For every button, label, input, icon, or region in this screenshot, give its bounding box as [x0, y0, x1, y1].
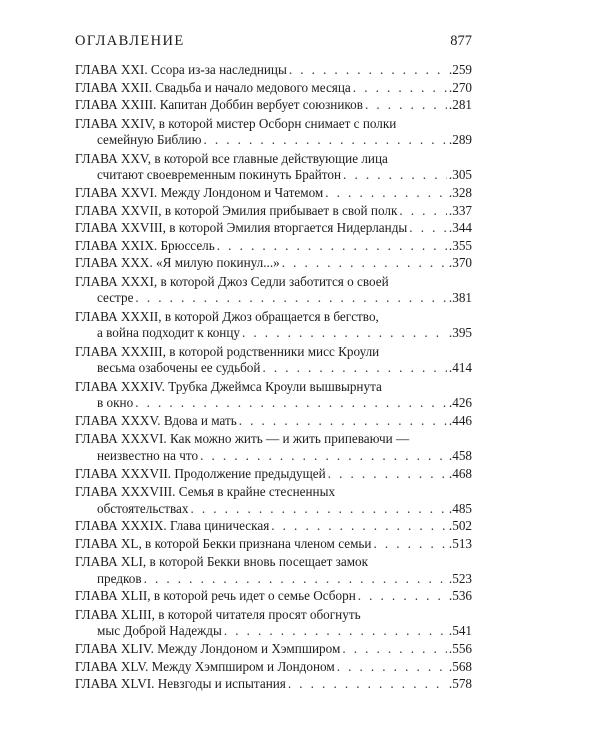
- toc-entry-page: .502: [448, 518, 472, 534]
- toc-entry-page: .536: [448, 588, 472, 604]
- toc-entry-leader-line: [97, 359, 472, 376]
- toc-entry-title: ГЛАВА XXI. Ссора из-за наследницы: [75, 62, 287, 78]
- page-title: ОГЛАВЛЕНИЕ: [75, 33, 185, 49]
- toc-entry-title-line: ГЛАВА XXXVI. Как можно жить — и жить припеваючи —: [75, 431, 410, 447]
- toc-entry-title: предков: [97, 570, 142, 586]
- toc-entry-title: ГЛАВА XXXV. Вдова и мать: [75, 413, 237, 429]
- toc-entry-leader-line: [75, 184, 472, 201]
- toc-entry-leader-line: [97, 500, 472, 517]
- toc-entry-leader-line: [75, 254, 472, 271]
- toc-entry-title-line: ГЛАВА XXXIV. Трубка Джеймса Кроули вышвырнута: [75, 378, 382, 394]
- toc-entry-leader-line: [75, 96, 472, 113]
- toc-entry-page: .395: [448, 325, 472, 341]
- toc-entry-leader-line: [75, 202, 472, 219]
- toc-entry-title: ГЛАВА XLV. Между Хэмпширом и Лондоном: [75, 658, 335, 674]
- toc-entry-title: в окно: [97, 395, 134, 411]
- toc-entry-leader-line: [97, 289, 472, 306]
- toc-entry-page: .485: [448, 500, 472, 516]
- toc-entry-title: мыс Доброй Надежды: [97, 623, 222, 639]
- dot-leader: [358, 587, 447, 604]
- toc-entry-leader-line: [75, 219, 472, 236]
- toc-entry: [75, 273, 472, 308]
- toc-entry-title-line: ГЛАВА XXXI, в которой Джоз Седли заботится о своей: [75, 273, 389, 289]
- toc-entry: [75, 430, 472, 465]
- toc-entry-leader-line: [97, 166, 472, 183]
- toc-entry-leader-line: [97, 622, 472, 639]
- toc-entry-leader-line: [97, 570, 472, 587]
- toc-entry-title-line: ГЛАВА XXIV, в которой мистер Осборн снимает с полки: [75, 115, 397, 131]
- dot-leader: [409, 219, 447, 236]
- dot-leader: [325, 184, 447, 201]
- toc-entry: [75, 238, 472, 256]
- toc-entry-leader-line: [75, 61, 472, 78]
- dot-leader: [239, 412, 447, 429]
- toc-entry: [75, 606, 472, 641]
- toc-entry-title: ГЛАВА XXX. «Я милую покинул...»: [75, 255, 280, 271]
- toc-entry-page: .458: [448, 448, 472, 464]
- dot-leader: [242, 324, 447, 341]
- toc-entry-title: считают своевременным покинуть Брайтон: [97, 167, 342, 183]
- toc-entry-page: .446: [448, 413, 472, 429]
- dot-leader: [217, 237, 447, 254]
- toc-entry: [75, 308, 472, 343]
- dot-leader: [135, 289, 447, 306]
- toc-entry-title: ГЛАВА XLII, в которой речь идет о семье Осборн: [75, 588, 356, 604]
- toc-entry-title: весьма озабочены ее судьбой: [97, 360, 261, 376]
- dot-leader: [353, 79, 447, 96]
- toc-entry-page: .328: [448, 185, 472, 201]
- toc-entry: [75, 255, 472, 273]
- dot-leader: [282, 254, 447, 271]
- dot-leader: [365, 96, 447, 113]
- toc-entry-page: .281: [448, 97, 472, 113]
- toc-entry: [75, 658, 472, 676]
- toc-entry: [75, 465, 472, 483]
- dot-leader: [135, 394, 447, 411]
- toc-entry: [75, 220, 472, 238]
- toc-entry-title-line: ГЛАВА XLI, в которой Бекки вновь посещает замок: [75, 554, 369, 570]
- toc-entry-leader-line: [97, 394, 472, 411]
- toc-entry-leader-line: [75, 237, 472, 254]
- toc-entry-page: .337: [448, 202, 472, 218]
- toc-entry-page: .568: [448, 658, 472, 674]
- toc-entry-page: .541: [448, 623, 472, 639]
- toc-entry-title: ГЛАВА XXIX. Брюссель: [75, 237, 215, 253]
- toc-entry-page: .556: [448, 641, 472, 657]
- toc-entry-leader-line: [75, 535, 472, 552]
- toc-entry: [75, 343, 472, 378]
- toc-entry-title: ГЛАВА XXXIX. Глава циническая: [75, 518, 270, 534]
- dot-leader: [190, 500, 446, 517]
- toc-entry-title: ГЛАВА XLVI. Невзгоды и испытания: [75, 676, 286, 692]
- toc-entry-title-line: ГЛАВА XLIII, в которой читателя просят обогнуть: [75, 606, 361, 622]
- dot-leader: [144, 570, 447, 587]
- table-of-contents: [75, 62, 472, 694]
- toc-entry-page: .414: [448, 360, 472, 376]
- dot-leader: [399, 202, 447, 219]
- toc-entry-page: .523: [448, 570, 472, 586]
- toc-entry-page: .289: [448, 132, 472, 148]
- toc-entry-page: .468: [448, 465, 472, 481]
- toc-entry-leader-line: [75, 517, 472, 534]
- toc-entry-title-line: ГЛАВА XXXIII, в которой родственники мисс Кроули: [75, 343, 380, 359]
- toc-entry-leader-line: [97, 324, 472, 341]
- toc-entry: [75, 588, 472, 606]
- toc-entry: [75, 115, 472, 150]
- toc-entry-title-line: ГЛАВА XXV, в которой все главные действующие лица: [75, 150, 388, 166]
- running-header: [75, 33, 472, 50]
- toc-entry-leader-line: [75, 465, 472, 482]
- toc-entry-page: .305: [448, 167, 472, 183]
- toc-entry-page: .355: [448, 237, 472, 253]
- toc-entry-page: .578: [448, 676, 472, 692]
- toc-entry-page: .270: [448, 79, 472, 95]
- toc-entry-page: .513: [448, 535, 472, 551]
- toc-entry: [75, 80, 472, 98]
- toc-entry-title: ГЛАВА XXVII, в которой Эмилия прибывает в свой полк: [75, 202, 398, 218]
- toc-entry: [75, 676, 472, 694]
- toc-entry: [75, 413, 472, 431]
- toc-entry-page: .344: [448, 220, 472, 236]
- toc-entry-leader-line: [75, 412, 472, 429]
- dot-leader: [200, 447, 447, 464]
- toc-entry-title: ГЛАВА XXVI. Между Лондоном и Чатемом: [75, 185, 324, 201]
- dot-leader: [289, 61, 447, 78]
- toc-entry: [75, 378, 472, 413]
- toc-entry-leader-line: [75, 658, 472, 675]
- toc-entry-title-line: ГЛАВА XXXII, в которой Джоз обращается в бегство,: [75, 308, 379, 324]
- toc-entry-title: а война подходит к концу: [97, 325, 241, 341]
- dot-leader: [337, 658, 447, 675]
- dot-leader: [342, 640, 447, 657]
- toc-entry-title: неизвестно на что: [97, 448, 199, 464]
- toc-entry-title: обстоятельствах: [97, 500, 189, 516]
- toc-entry-title: семейную Библию: [97, 132, 202, 148]
- dot-leader: [224, 622, 447, 639]
- toc-entry: [75, 62, 472, 80]
- dot-leader: [288, 675, 447, 692]
- page-number: 877: [450, 33, 472, 49]
- toc-entry-title: ГЛАВА XXXVII. Продолжение предыдущей: [75, 465, 326, 481]
- dot-leader: [262, 359, 446, 376]
- toc-entry: [75, 483, 472, 518]
- toc-entry-page: .426: [448, 395, 472, 411]
- dot-leader: [203, 131, 446, 148]
- dot-leader: [343, 166, 447, 183]
- toc-entry: [75, 97, 472, 115]
- toc-entry-title: ГЛАВА XXVIII, в которой Эмилия вторгается Нидерланды: [75, 220, 408, 236]
- toc-entry-leader-line: [75, 79, 472, 96]
- toc-entry: [75, 150, 472, 185]
- toc-entry: [75, 553, 472, 588]
- toc-entry-leader-line: [75, 640, 472, 657]
- toc-entry-leader-line: [97, 447, 472, 464]
- toc-entry-title: ГЛАВА XLIV. Между Лондоном и Хэмпширом: [75, 641, 341, 657]
- toc-entry-leader-line: [75, 587, 472, 604]
- toc-entry-title: ГЛАВА XXII. Свадьба и начало медового месяца: [75, 79, 351, 95]
- toc-entry-page: .370: [448, 255, 472, 271]
- toc-entry: [75, 536, 472, 554]
- toc-entry: [75, 185, 472, 203]
- toc-entry-title: ГЛАВА XL, в которой Бекки признана членом семьи: [75, 535, 372, 551]
- toc-entry-title: ГЛАВА XXIII. Капитан Доббин вербует союзников: [75, 97, 363, 113]
- dot-leader: [328, 465, 447, 482]
- toc-entry-page: .259: [448, 62, 472, 78]
- toc-entry: [75, 641, 472, 659]
- toc-entry-page: .381: [448, 290, 472, 306]
- toc-entry-title-line: ГЛАВА XXXVIII. Семья в крайне стесненных: [75, 483, 336, 499]
- toc-entry: [75, 202, 472, 220]
- dot-leader: [271, 517, 447, 534]
- dot-leader: [373, 535, 446, 552]
- toc-entry-leader-line: [97, 131, 472, 148]
- toc-entry-title: сестре: [97, 290, 134, 306]
- toc-entry-leader-line: [75, 675, 472, 692]
- toc-entry: [75, 518, 472, 536]
